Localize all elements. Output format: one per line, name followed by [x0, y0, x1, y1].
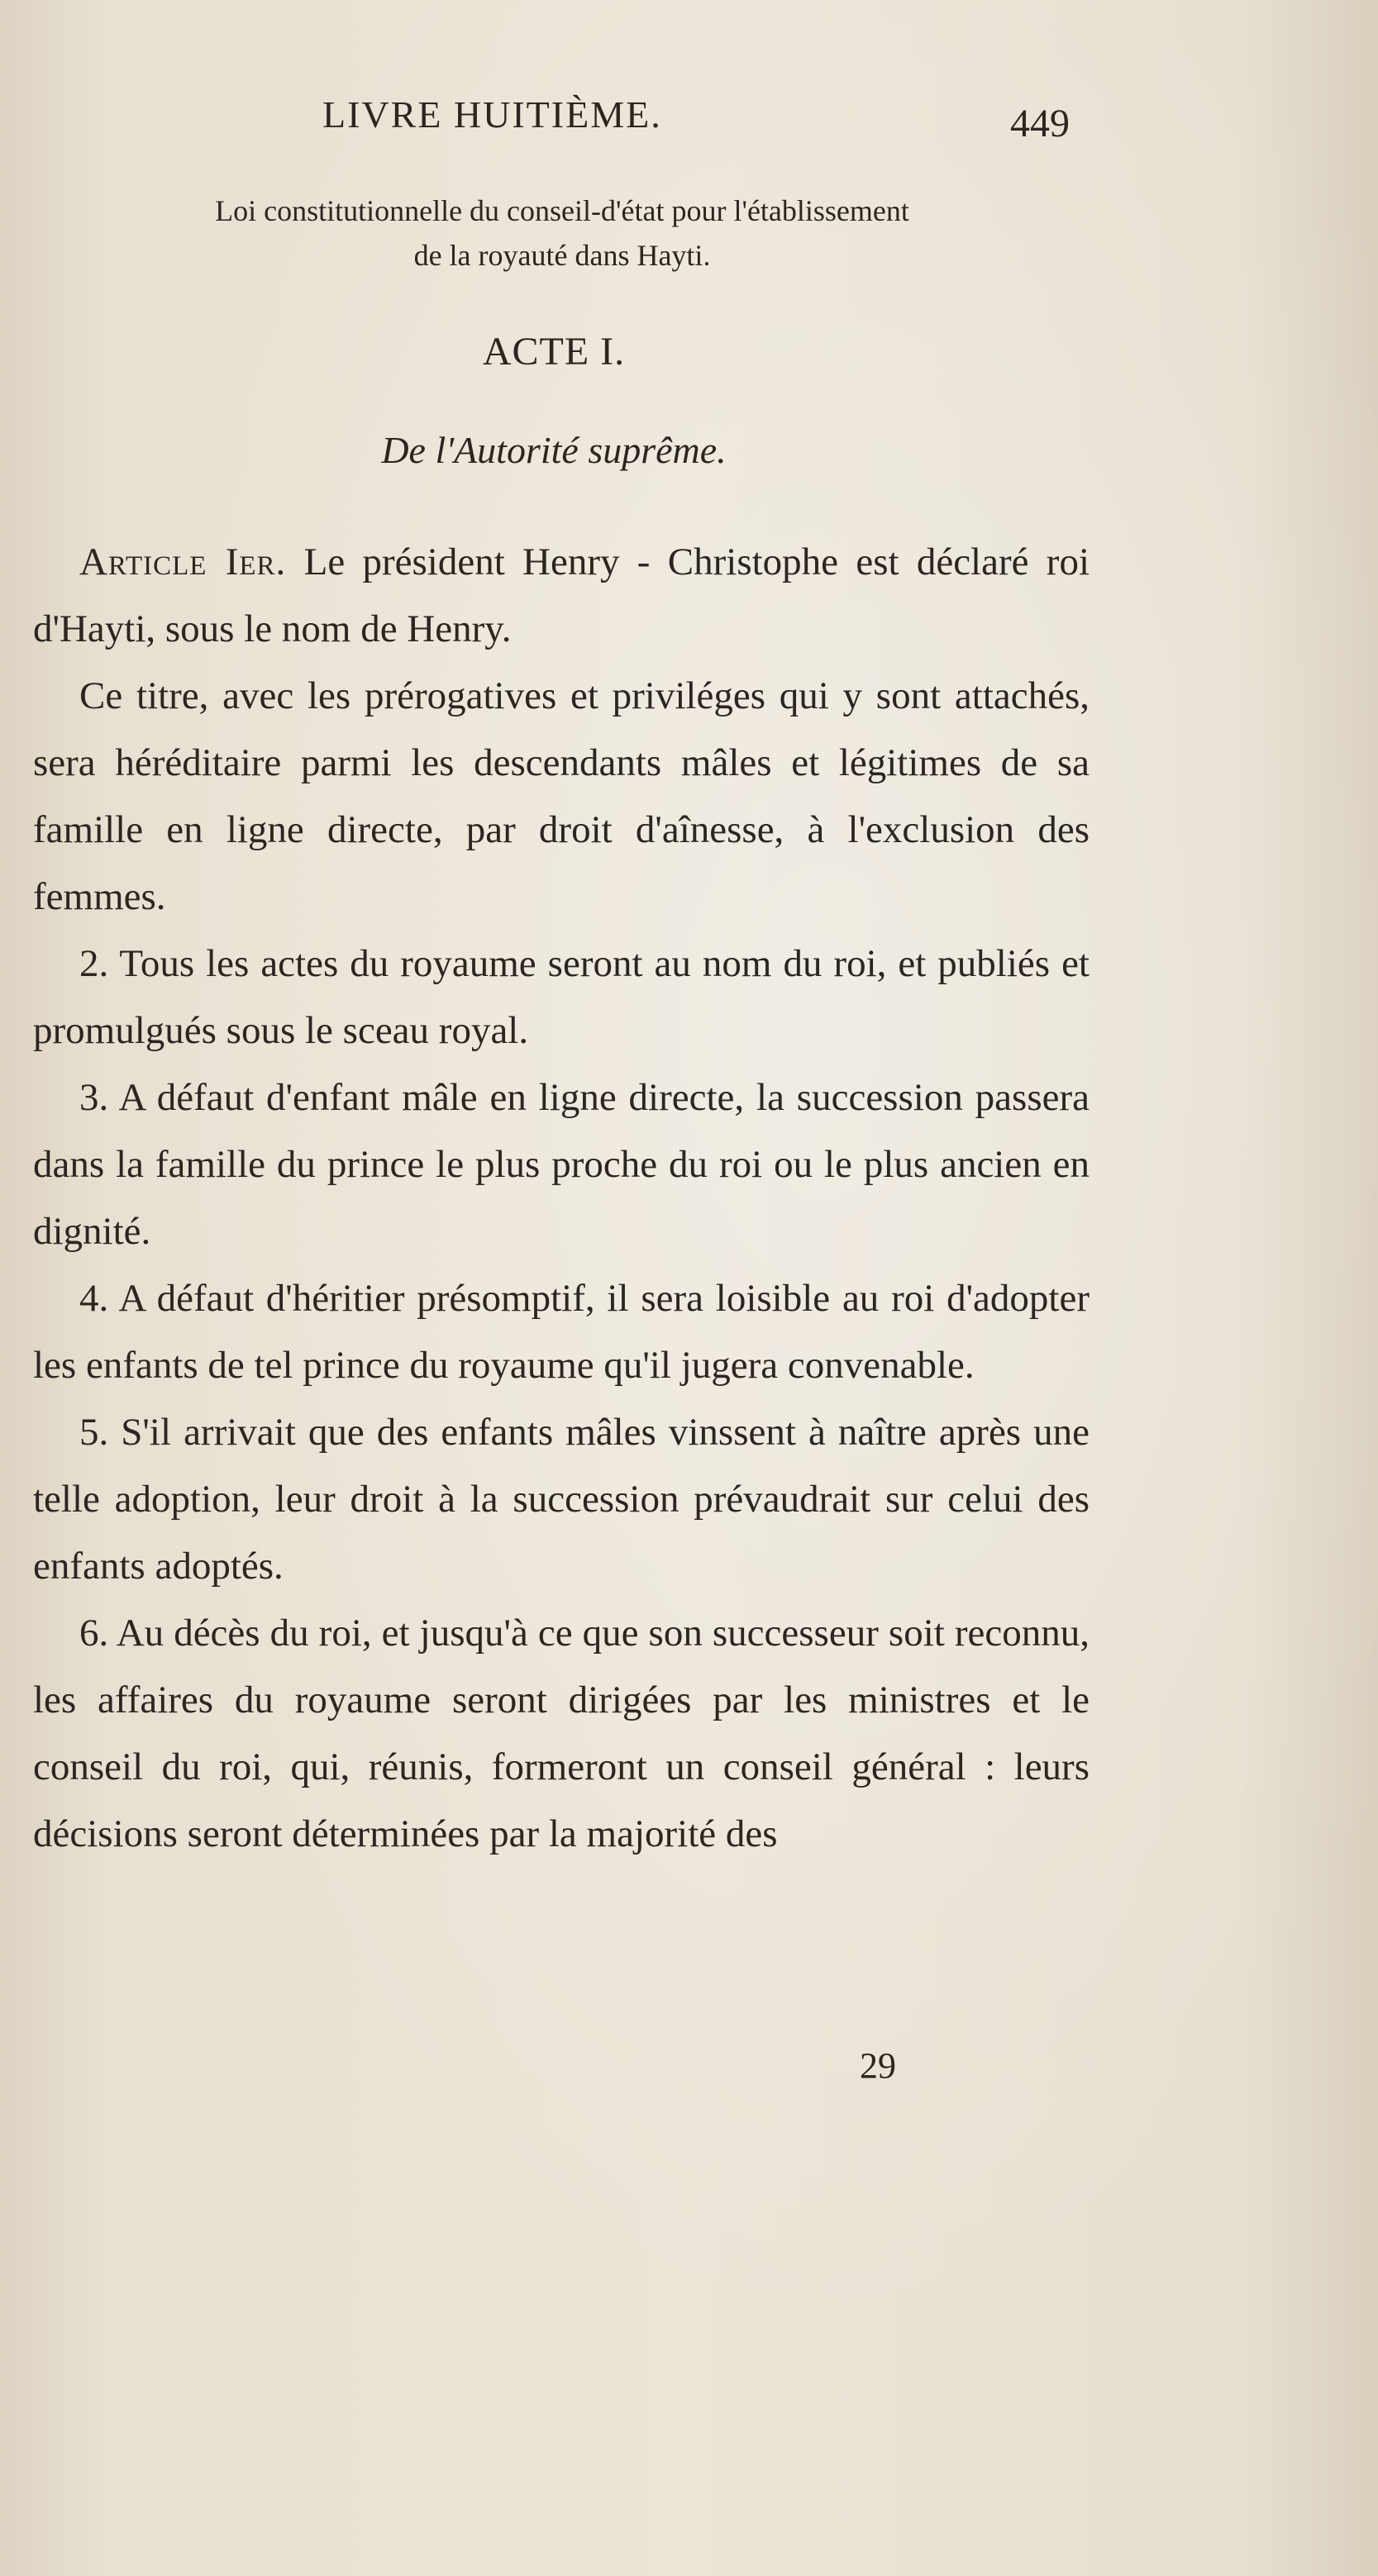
page-header	[0, 93, 1378, 150]
articles-body	[33, 529, 1090, 1868]
act-heading: ACTE I.	[482, 330, 626, 374]
article-5: 5. S'il arrivait que des enfants mâles vinssent à naître après une telle adoption, leur droit à la succession prévaudrait sur celui des enfants adoptés.	[33, 1411, 1090, 1588]
article-4: 4. A défaut d'héritier présomptif, il sera loisible au roi d'adopter les enfants de tel prince du royaume qu'il jugera convenable.	[33, 1277, 1090, 1387]
act-subheading: De l'Autorité suprême.	[381, 429, 727, 471]
article-1	[33, 529, 1090, 663]
article-6: 6. Au décès du roi, et jusqu'à ce que son successeur soit reconnu, les affaires du royaume seront dirigées par les ministres et le conseil du roi, qui, réunis, formeront un conseil général : leurs décisions seront déterminées par la majorité des	[33, 1612, 1090, 1855]
article-3: 3. A défaut d'enfant mâle en ligne directe, la succession passera dans la famille du prince le plus proche du roi ou le plus ancien en dignité.	[33, 1076, 1090, 1253]
law-title	[33, 188, 1091, 278]
running-head: LIVRE HUITIÈME.	[322, 93, 662, 136]
article-1-paragraph-2: Ce titre, avec les prérogatives et priviléges qui y sont attachés, sera héréditaire parmi les descendants mâles et légitimes de sa famille en ligne directe, par droit d'aînesse, à l'exclusion des femmes.	[33, 674, 1090, 918]
law-title-line-1: Loi constitutionnelle du conseil-d'état pour l'établissement	[215, 194, 909, 227]
signature-mark: 29	[860, 2045, 896, 2086]
article-1-text: Le président Henry - Christophe est déclaré roi d'Hayti, sous le nom de Henry.	[33, 540, 1090, 650]
law-title-line-2: de la royauté dans Hayti.	[413, 239, 711, 272]
page-number: 449	[1010, 102, 1070, 145]
article-1-label: Article Ier.	[79, 540, 287, 583]
article-2: 2. Tous les actes du royaume seront au nom du roi, et publiés et promulgués sous le sceau royal.	[33, 942, 1090, 1052]
